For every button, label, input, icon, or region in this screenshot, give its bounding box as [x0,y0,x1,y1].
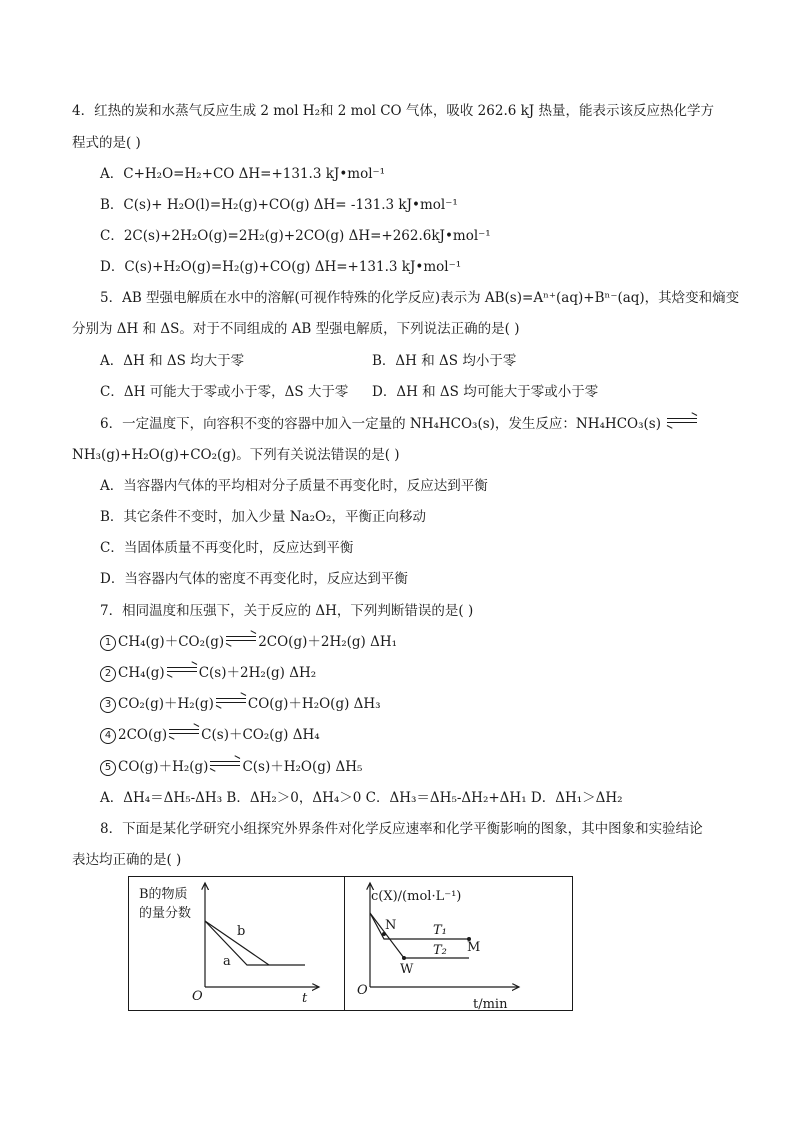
q5-option-b: B．ΔH 和 ΔS 均小于零 [372,353,517,369]
circled-number-1: 1 [100,635,116,651]
reaction-4-left: 2CO(g) [118,727,168,743]
point-W-marker [402,956,406,960]
q5-stem-line1: 5．AB 型强电解质在水中的溶解(可视作特殊的化学反应)表示为 AB(s)=Aⁿ⁺(aq)+Bⁿ⁻(aq)，其焓变和熵变 [100,290,740,306]
q4-stem-line2: 程式的是( ) [72,135,141,151]
q6-option-d: D．当容器内气体的密度不再变化时，反应达到平衡 [100,571,408,587]
q5-option-c: C．ΔH 可能大于零或小于零，ΔS 大于零 [100,384,349,400]
reaction-3-right: CO(g)＋H₂O(g) ΔH₃ [247,696,381,712]
q7-options: A．ΔH₄＝ΔH₅-ΔH₃ B．ΔH₂＞0，ΔH₄＞0 C．ΔH₃＝ΔH₅-ΔH₂+ΔH₁ D．ΔH₁＞ΔH₂ [100,790,623,806]
reaction-2-right: C(s)＋2H₂(g) ΔH₂ [198,665,317,681]
point-M-label: M [467,940,481,955]
q4-option-c: C．2C(s)+2H₂O(g)=2H₂(g)+2CO(g) ΔH=+262.6kJ•mol⁻¹ [100,228,491,244]
q6-stem-line1 [100,414,699,434]
q5-option-a: A．ΔH 和 ΔS 均大于零 [100,353,245,369]
reversible-arrow-icon [667,416,697,426]
reaction-2-left: CH₄(g) [118,665,165,681]
circled-number-4: 4 [100,728,116,744]
reaction-5-right: C(s)＋H₂O(g) ΔH₅ [242,759,363,775]
circled-number-5: 5 [100,760,116,776]
left-ylabel-line1: B的物质 [139,887,188,902]
q4-option-d: D．C(s)+H₂O(g)=H₂(g)+CO(g) ΔH=+131.3 kJ•mol⁻¹ [100,259,462,275]
q6-option-a: A．当容器内气体的平均相对分子质量不再变化时，反应达到平衡 [100,478,488,494]
q7-reaction-5 [100,757,362,777]
T1-label: T₁ [433,923,447,938]
curve-a-label: a [223,954,231,969]
q6-stem-line2: NH₃(g)+H₂O(g)+CO₂(g)。下列有关说法错误的是( ) [72,447,400,463]
reversible-arrow-icon [169,727,199,737]
left-origin-label: O [192,989,203,1004]
q5-stem-line2: 分别为 ΔH 和 ΔS。对于不同组成的 AB 型强电解质，下列说法正确的是( ) [72,321,520,337]
q7-reaction-4 [100,725,320,745]
q7-reaction-3 [100,694,381,714]
q8-stem-line2: 表达均正确的是( ) [72,852,182,868]
q4-option-a: A．C+H₂O=H₂+CO ΔH=+131.3 kJ•mol⁻¹ [100,166,386,182]
reversible-arrow-icon [226,634,256,644]
reaction-5-left: CO(g)＋H₂(g) [118,759,209,775]
q6-option-c: C．当固体质量不再变化时，反应达到平衡 [100,540,354,556]
q7-stem: 7．相同温度和压强下，关于反应的 ΔH，下列判断错误的是( ) [100,603,474,619]
right-origin-label: O [357,983,368,998]
q7-reaction-1 [100,632,397,652]
curve-b-label: b [237,924,246,939]
q7-reaction-2 [100,663,316,683]
point-N-label: N [385,918,397,933]
q5-option-d: D．ΔH 和 ΔS 均可能大于零或小于零 [372,384,599,400]
reaction-3-left: CO₂(g)＋H₂(g) [118,696,214,712]
left-xlabel: t [302,991,308,1006]
point-W-label: W [400,962,414,977]
reversible-arrow-icon [167,665,197,675]
reversible-arrow-icon [210,759,240,769]
q6-stem-text: 6．一定温度下，向容积不变的容器中加入一定量的 NH₄HCO₃(s)，发生反应：NH₄HCO₃(s) [100,416,661,432]
q4-stem-line1: 4．红热的炭和水蒸气反应生成 2 mol H₂和 2 mol CO 气体，吸收 262.6 kJ 热量，能表示该反应热化学方 [72,103,714,119]
right-ylabel: c(X)/(mol·L⁻¹) [371,889,462,904]
q8-figure [128,876,573,1011]
circled-number-3: 3 [100,697,116,713]
T2-label: T₂ [433,943,447,958]
q4-option-b: B．C(s)+ H₂O(l)=H₂(g)+CO(g) ΔH= -131.3 kJ•mol⁻¹ [100,197,458,213]
reaction-4-right: C(s)＋CO₂(g) ΔH₄ [201,727,320,743]
reversible-arrow-icon [216,696,246,706]
figure-graphs [129,877,574,1012]
right-xlabel: t/min [473,997,508,1012]
reaction-1-left: CH₄(g)＋CO₂(g) [118,634,225,650]
q6-option-b: B．其它条件不变时，加入少量 Na₂O₂，平衡正向移动 [100,509,426,525]
circled-number-2: 2 [100,666,116,682]
reaction-1-right: 2CO(g)＋2H₂(g) ΔH₁ [258,634,398,650]
left-ylabel-line2: 的量分数 [139,906,192,921]
curve-a [205,921,305,965]
q8-stem-line1: 8．下面是某化学研究小组探究外界条件对化学反应速率和化学平衡影响的图象，其中图象和实验结论 [100,821,703,837]
